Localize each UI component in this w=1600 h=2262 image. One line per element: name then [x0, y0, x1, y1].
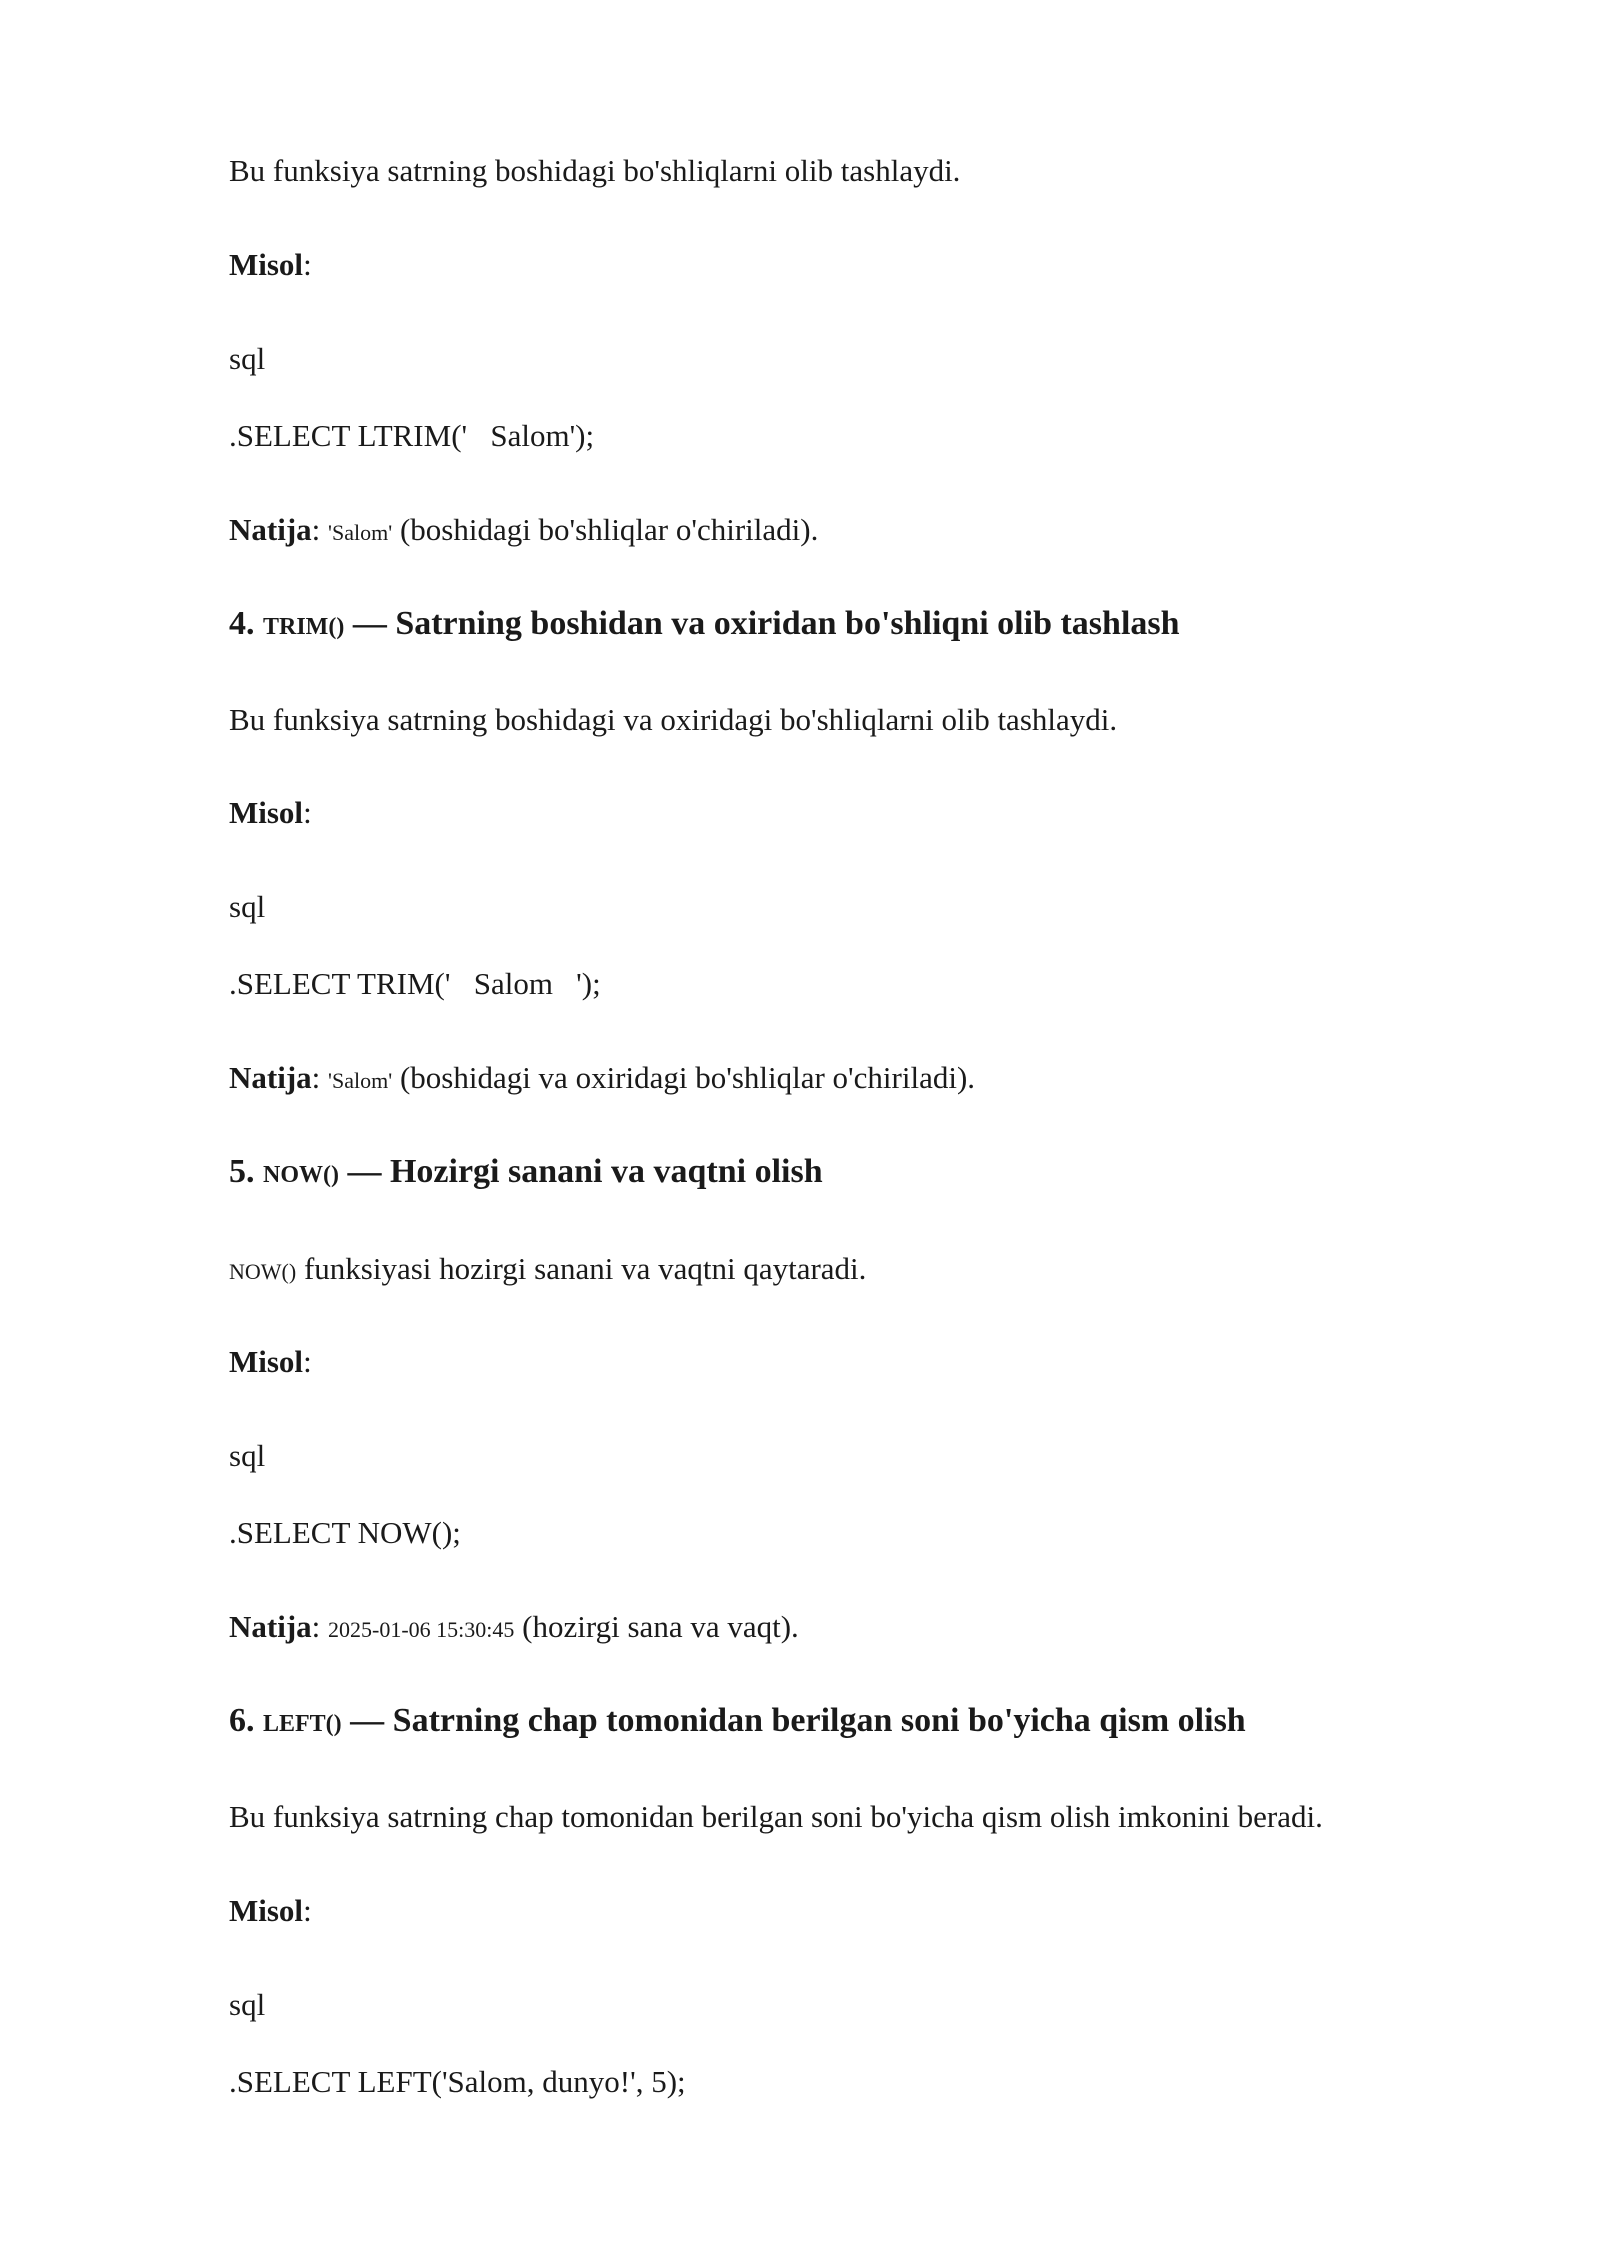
- misol-label: Misol: [229, 1344, 304, 1379]
- trim-description-text: Bu funksiya satrning boshidagi va oxiridagi bo'shliqlarni olib tashlaydi.: [229, 702, 1118, 737]
- left-heading: [229, 1699, 1246, 1746]
- code-language-label: sql: [229, 889, 266, 924]
- heading-text: — Hozirgi sanani va vaqtni olish: [338, 1153, 823, 1190]
- code-language-label: sql: [229, 1438, 266, 1473]
- now-lang-label: [229, 1436, 265, 1476]
- left-lang-label: [229, 1985, 265, 2025]
- now-code-line: [229, 1513, 461, 1553]
- now-description-text: funksiyasi hozirgi sanani va vaqtni qaytaradi.: [296, 1251, 867, 1286]
- heading-number: 6.: [229, 1702, 263, 1739]
- heading-function-name: LEFT(): [263, 1711, 342, 1737]
- code-snippet: .SELECT LTRIM(' Salom');: [229, 418, 595, 453]
- trim-misol-line: [229, 793, 312, 833]
- natija-note: (boshidagi va oxiridagi bo'shliqlar o'chiriladi).: [392, 1060, 976, 1095]
- colon: :: [311, 1609, 321, 1644]
- code-snippet: .SELECT NOW();: [229, 1515, 461, 1550]
- misol-label: Misol: [229, 247, 304, 282]
- natija-value: 2025-01-06 15:30:45: [328, 1617, 515, 1642]
- now-description: [229, 1249, 866, 1292]
- ltrim-description-text: Bu funksiya satrning boshidagi bo'shliqlarni olib tashlaydi.: [229, 153, 961, 188]
- heading-function-name: NOW(): [263, 1162, 339, 1188]
- heading-function-name: TRIM(): [263, 614, 345, 640]
- left-description: [229, 1797, 1323, 1837]
- natija-value: 'Salom': [328, 520, 393, 545]
- trim-natija-line: [229, 1058, 975, 1101]
- colon: :: [303, 247, 312, 282]
- natija-label: Natija: [229, 1609, 312, 1644]
- trim-description: [229, 700, 1117, 740]
- colon: :: [311, 1060, 321, 1095]
- misol-label: Misol: [229, 795, 304, 830]
- ltrim-natija-line: [229, 510, 818, 553]
- function-name-inline: NOW(): [229, 1259, 297, 1284]
- ltrim-description: [229, 151, 960, 191]
- now-natija-line: [229, 1607, 799, 1650]
- now-heading: [229, 1150, 823, 1197]
- trim-lang-label: [229, 887, 265, 927]
- misol-label: Misol: [229, 1893, 304, 1928]
- trim-heading: [229, 602, 1180, 649]
- colon: :: [303, 795, 312, 830]
- natija-value: 'Salom': [328, 1068, 393, 1093]
- colon: :: [303, 1893, 312, 1928]
- heading-number: 4.: [229, 605, 263, 642]
- colon: :: [311, 512, 321, 547]
- natija-note: (boshidagi bo'shliqlar o'chiriladi).: [392, 512, 819, 547]
- heading-number: 5.: [229, 1153, 263, 1190]
- heading-text: — Satrning boshidan va oxiridan bo'shliqni olib tashlash: [344, 605, 1180, 642]
- ltrim-lang-label: [229, 339, 265, 379]
- natija-label: Natija: [229, 512, 312, 547]
- now-misol-line: [229, 1342, 312, 1382]
- trim-code-line: [229, 964, 601, 1004]
- colon: :: [303, 1344, 312, 1379]
- code-language-label: sql: [229, 341, 266, 376]
- natija-note: (hozirgi sana va vaqt).: [514, 1609, 799, 1644]
- code-language-label: sql: [229, 1987, 266, 2022]
- left-misol-line: [229, 1891, 312, 1931]
- ltrim-code-line: [229, 416, 594, 456]
- code-snippet: .SELECT TRIM(' Salom ');: [229, 966, 601, 1001]
- natija-label: Natija: [229, 1060, 312, 1095]
- code-snippet: .SELECT LEFT('Salom, dunyo!', 5);: [229, 2064, 686, 2099]
- ltrim-misol-line: [229, 245, 312, 285]
- left-description-text: Bu funksiya satrning chap tomonidan berilgan soni bo'yicha qism olish imkonini beradi.: [229, 1799, 1323, 1834]
- heading-text: — Satrning chap tomonidan berilgan soni bo'yicha qism olish: [341, 1702, 1246, 1739]
- left-code-line: [229, 2062, 686, 2102]
